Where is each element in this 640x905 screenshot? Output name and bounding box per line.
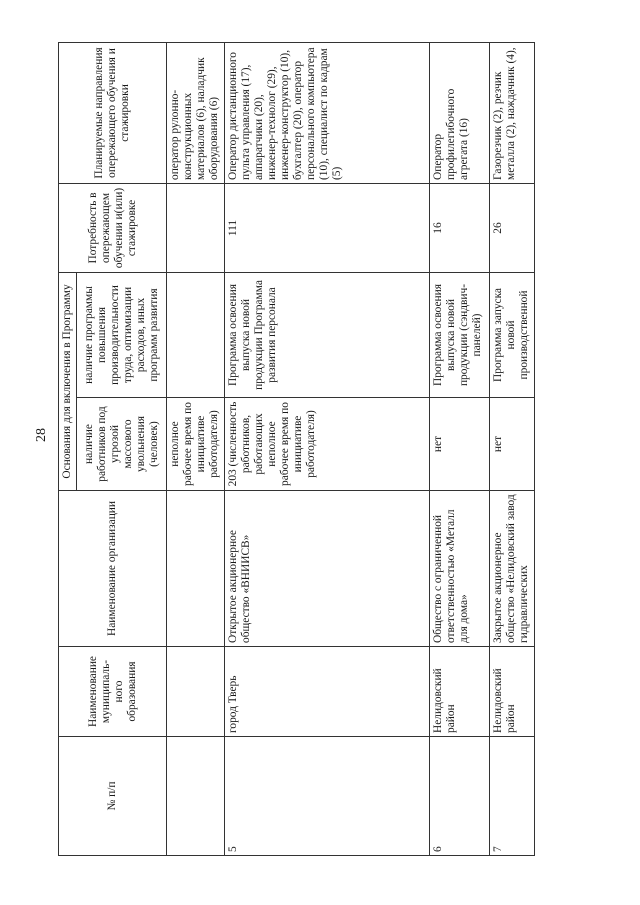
page-number: 28 — [34, 428, 49, 442]
cell-need — [490, 183, 535, 272]
cell-programs — [167, 272, 225, 397]
header-num: № п/п — [59, 737, 167, 856]
cell-num: 5 — [225, 737, 430, 856]
cell-programs: Программа освоения выпуска новой продукции Программа развития персонала — [225, 272, 430, 397]
header-municipality: Наименование муниципаль-ного образования — [59, 647, 167, 737]
cell-num — [490, 737, 535, 856]
cell-workers-at-risk: нет — [430, 398, 490, 491]
cell-municipality: город Тверь — [225, 647, 430, 737]
table-row — [167, 42, 225, 855]
header-need: Потребность в опережающем обучении и(или) стажировке — [59, 183, 167, 272]
cell-num-text: 7 — [492, 846, 504, 852]
cell-organization: Открытое акционерное общество «ВНИИСВ» — [225, 491, 430, 647]
cell-directions: оператор рулонно-конструкционных материалов (6), наладчик оборудования (6) — [167, 42, 225, 183]
cell-num: 6 — [430, 737, 490, 856]
cell-municipality — [490, 647, 535, 737]
cell-need: 111 — [225, 183, 430, 272]
rotated-page-content — [58, 43, 602, 856]
header-programs: наличие программы повышения производительности труда, оптимизации расходов, иных программ развития — [77, 272, 167, 397]
cell-directions — [490, 42, 535, 183]
cell-organization — [490, 491, 535, 647]
cell-programs: Программа освоения выпуска новой продукции (сэндвич-панелей) — [430, 272, 490, 397]
table-row — [430, 42, 490, 855]
cell-municipality: Нелидовский район — [430, 647, 490, 737]
cell-programs — [490, 272, 535, 397]
header-directions: Планируемые направления опережающего обучения и стажировки — [59, 42, 167, 183]
cell-workers-at-risk-text: нет — [492, 435, 504, 453]
header-row-top — [59, 42, 77, 855]
cell-directions-text: Газорезчик (2), резчик металла (2), наждачник (4), — [492, 47, 517, 180]
cell-num — [167, 737, 225, 856]
cell-workers-at-risk — [490, 398, 535, 491]
cell-organization — [167, 491, 225, 647]
header-workers-at-risk: наличие работников под угрозой массового увольнения (человек) — [77, 398, 167, 491]
training-program-table — [58, 42, 535, 856]
cell-workers-at-risk: неполное рабочее время по инициативе работодателя) — [167, 398, 225, 491]
cell-organization: Общество с ограниченной ответственностью «Металл для дома» — [430, 491, 490, 647]
cell-municipality-text: Нелидовский район — [492, 668, 517, 733]
cell-programs-text: Программа запуска новой производственной — [492, 288, 530, 382]
cell-need: 16 — [430, 183, 490, 272]
table-row — [490, 42, 535, 855]
table-row — [225, 42, 430, 855]
cell-directions: Оператор дистанционного пульта управления (17), аппаратчики (20), инженер-технолог (29), инженер-конструктор (10), бухгалтер (20), оператор персонального компьютера (10), специалист по кадрам (5) — [225, 42, 430, 183]
cell-organization-text: Закрытое акционерное общество «Нелидовский завод гидравлических — [492, 494, 530, 643]
cell-need — [167, 183, 225, 272]
header-organization: Наименование организации — [59, 491, 167, 647]
cell-directions: Оператор профилегибочного агрегата (16) — [430, 42, 490, 183]
cell-municipality — [167, 647, 225, 737]
header-grounds: Основания для включения в Программу — [59, 272, 77, 490]
cell-need-text: 26 — [492, 222, 504, 234]
cell-workers-at-risk: 203 (численность работников, работающих неполное рабочее время по инициативе работодателя) — [225, 398, 430, 491]
